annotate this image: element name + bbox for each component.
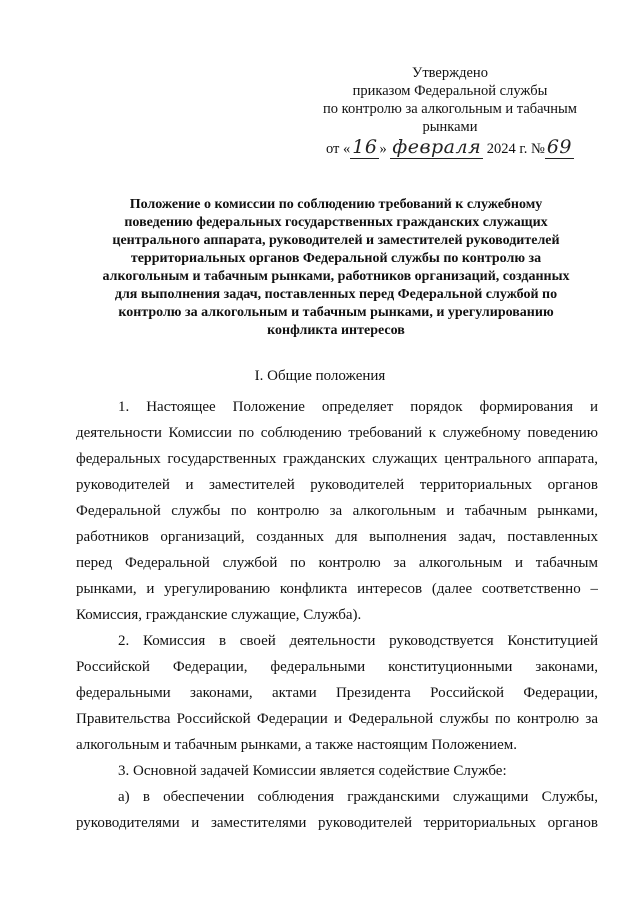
- approval-line-3: по контролю за алкогольным и табачным: [323, 101, 577, 117]
- date-year: 2024 г. №: [486, 141, 545, 157]
- section-heading: I. Общие положения: [254, 368, 386, 384]
- body-line: федеральных государственных гражданских служащих центрального аппарата,: [76, 451, 598, 467]
- date-prefix: от «: [325, 141, 351, 157]
- title-line: контролю за алкогольным и табачным рынками, и урегулированию: [118, 305, 554, 320]
- title-line: для выполнения задач, поставленных перед Федеральной службой по: [114, 287, 558, 302]
- handwritten-month: февраля: [392, 136, 482, 158]
- body-line: алкогольным и табачным рынками, а также настоящим Положением.: [76, 737, 517, 753]
- body-line: Комиссия, гражданские служащие, Служба).: [76, 607, 362, 623]
- body-line: рынками, и урегулированию конфликта интересов (далее соответственно –: [76, 581, 598, 597]
- approval-line-1: Утверждено: [412, 65, 488, 81]
- handwritten-number: 69: [546, 136, 573, 158]
- body-line: Федеральной службы по контролю за алкогольным и табачным рынками,: [76, 503, 598, 519]
- approval-line-2: приказом Федеральной службы: [352, 83, 548, 99]
- body-line: федеральными законами, актами Президента Российской Федерации,: [76, 685, 598, 701]
- body-line: 1. Настоящее Положение определяет порядок формирования и: [118, 399, 598, 415]
- body-line: а) в обеспечении соблюдения гражданскими служащими Службы,: [118, 789, 598, 805]
- title-line: поведению федеральных государственных гражданских служащих: [124, 215, 548, 230]
- body-line: Российской Федерации, федеральными конституционными законами,: [76, 659, 598, 675]
- title-line: Положение о комиссии по соблюдению требований к служебному: [129, 197, 543, 212]
- date-mid: »: [379, 141, 387, 157]
- approval-date-line: [300, 138, 600, 158]
- document-title: [70, 196, 602, 340]
- body-line: 3. Основной задачей Комиссии является содействие Службе:: [118, 763, 507, 779]
- body-line: перед Федеральной службой по контролю за алкогольным и табачным: [76, 555, 598, 571]
- body-line: 2. Комиссия в своей деятельности руководствуется Конституцией: [118, 633, 598, 649]
- body-line: деятельности Комиссии по соблюдению требований к служебному поведению: [76, 425, 598, 441]
- body-line: руководителей и заместителей руководителей территориальных органов: [76, 477, 598, 493]
- approval-block: [300, 64, 600, 158]
- title-line: центрального аппарата, руководителей и заместителей руководителей: [112, 233, 560, 248]
- body-line: работников организаций, созданных для выполнения задач, поставленных: [76, 529, 598, 545]
- body-line: руководителями и заместителями руководителей территориальных органов: [76, 815, 598, 831]
- approval-line-4: рынками: [422, 119, 478, 135]
- title-line: конфликта интересов: [267, 323, 405, 338]
- document-body: [76, 394, 598, 836]
- title-line: алкогольным и табачным рынками, работников организаций, созданных: [102, 269, 570, 284]
- body-line: Правительства Российской Федерации и Федеральной службы по контролю за: [76, 711, 598, 727]
- title-line: территориальных органов Федеральной службы по контролю за: [130, 251, 542, 266]
- handwritten-day: 16: [352, 136, 378, 158]
